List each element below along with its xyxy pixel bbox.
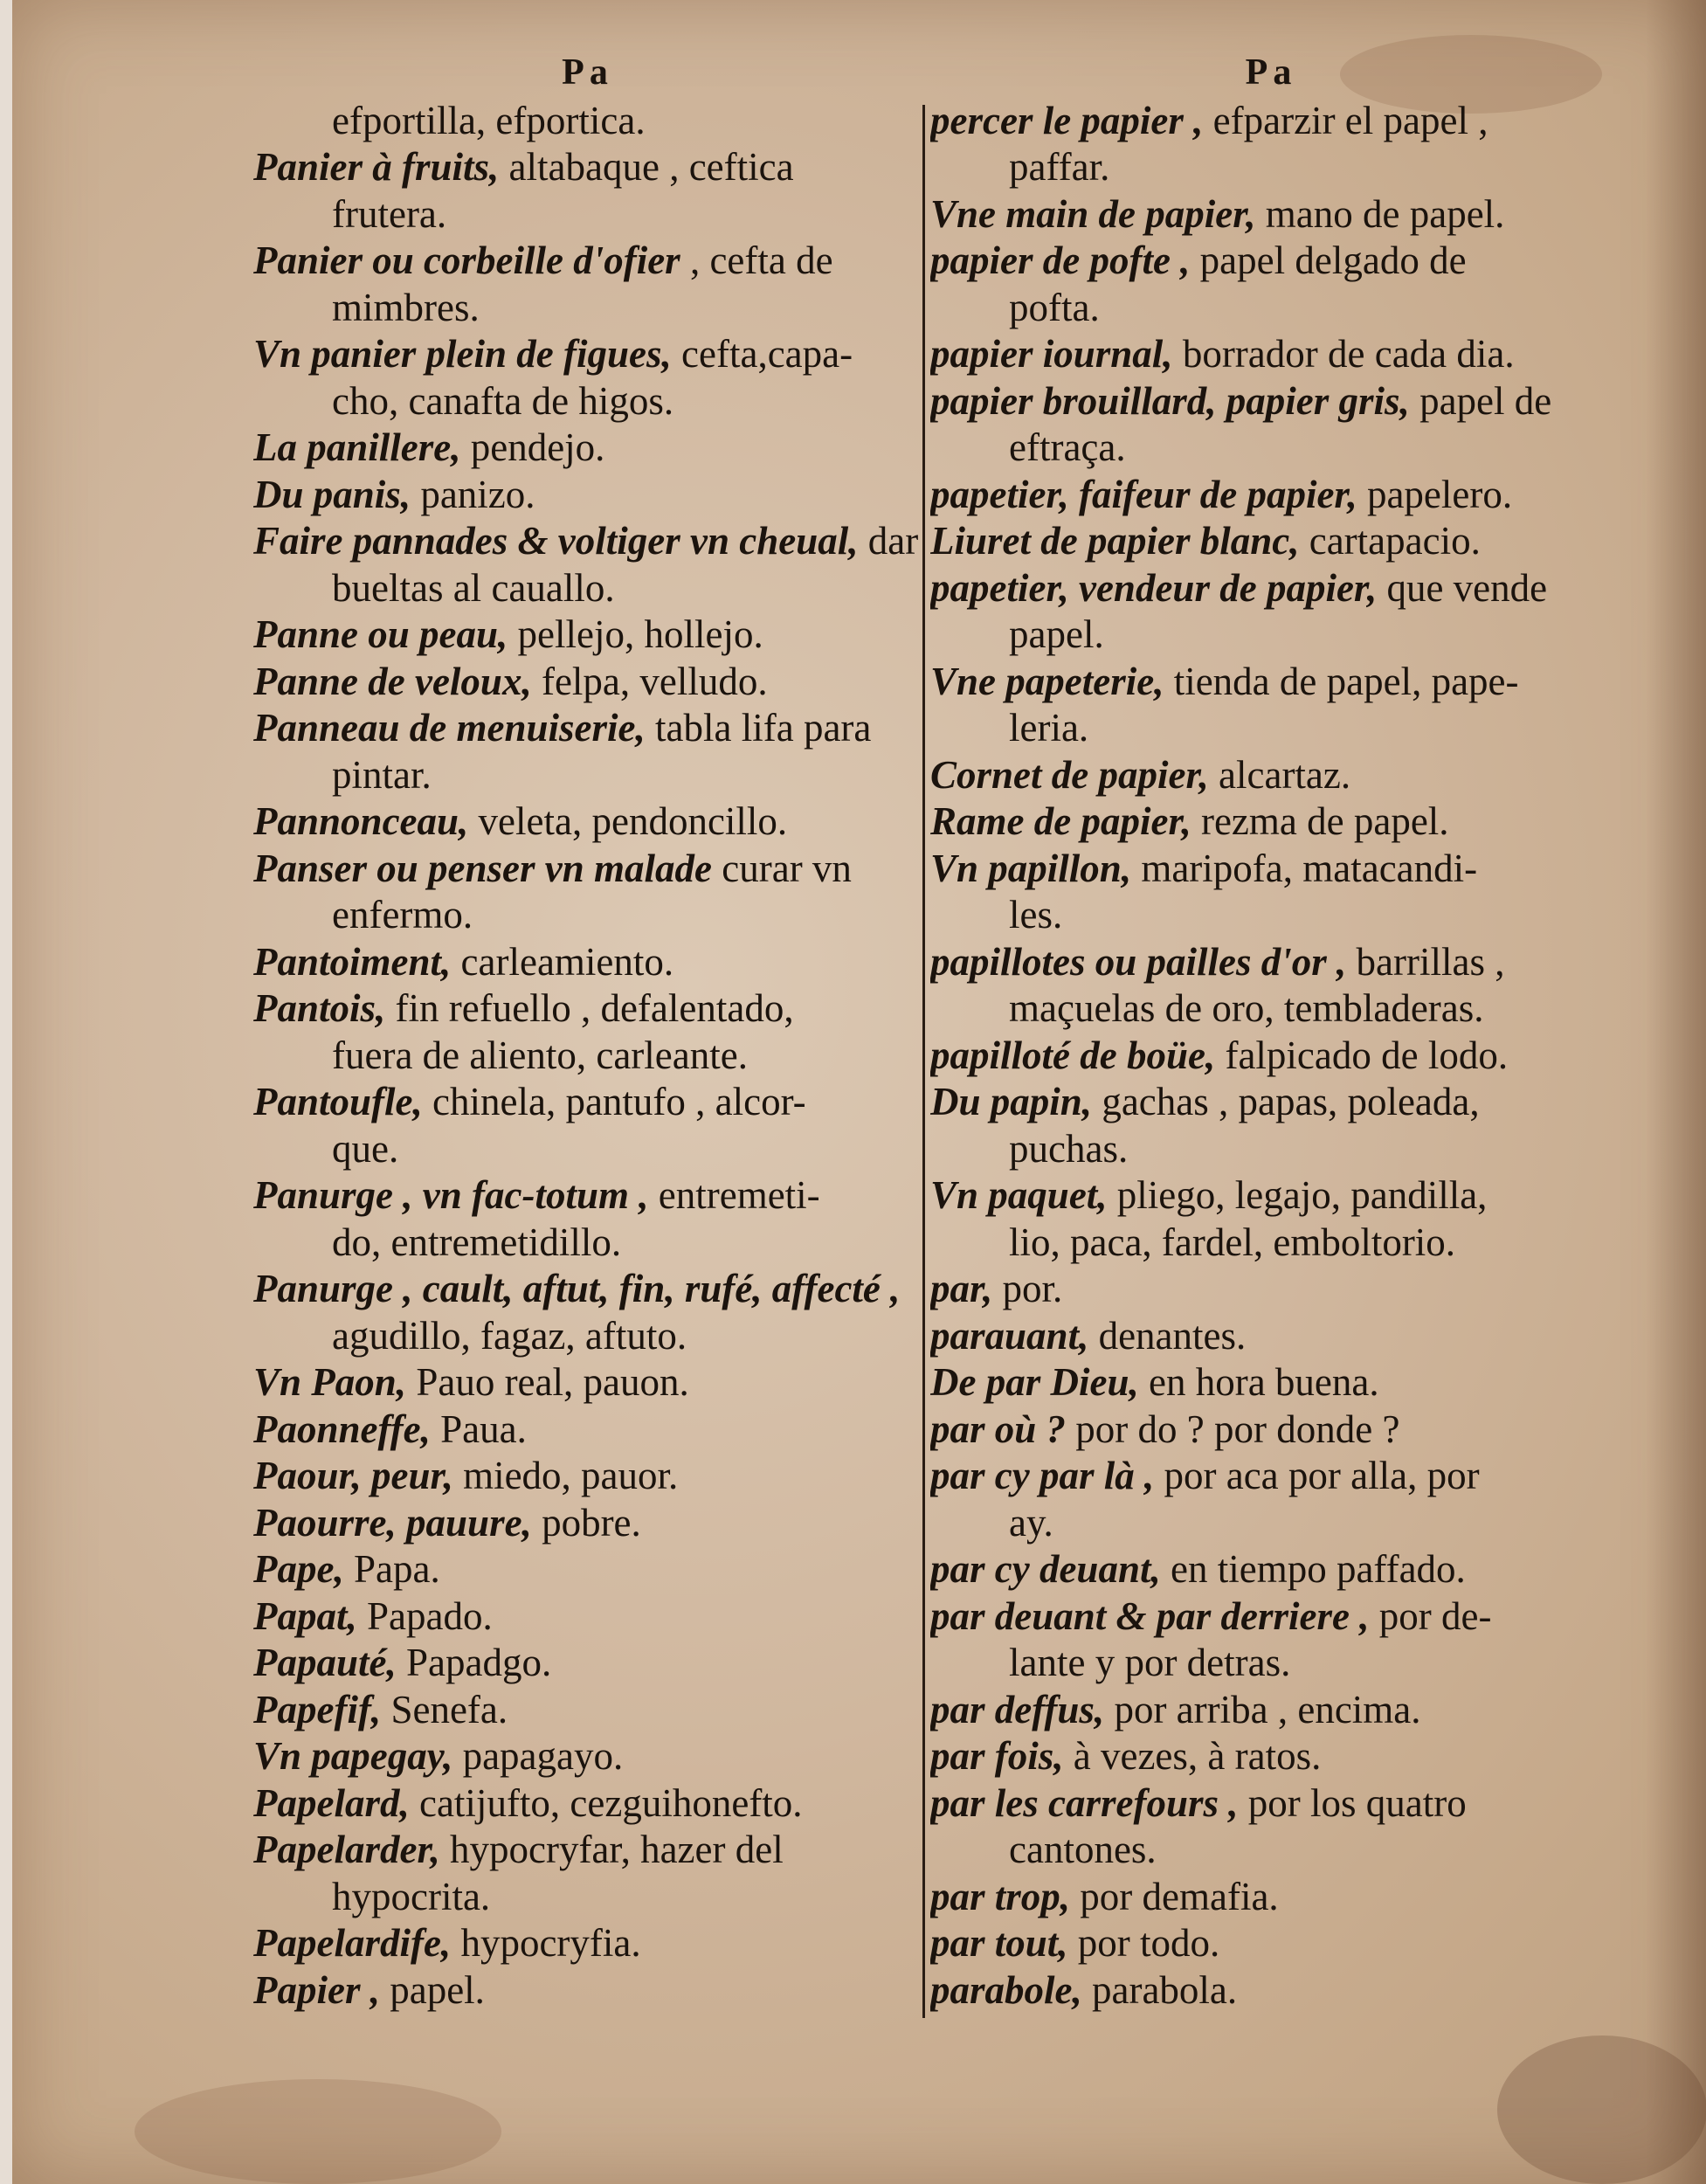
spanish-translation: dar: [858, 519, 919, 563]
dictionary-entry: [930, 846, 1612, 893]
spanish-translation: cartapacio.: [1299, 519, 1481, 563]
dictionary-entry: [930, 1920, 1612, 1967]
entry-continuation: [253, 1033, 922, 1080]
spine-shadow: [1646, 0, 1706, 2184]
spanish-translation: puchas.: [1009, 1126, 1129, 1171]
dictionary-entry: [253, 1453, 922, 1500]
spanish-translation: eftraça.: [1009, 425, 1126, 469]
spanish-translation: cho, canafta de higos.: [332, 378, 674, 423]
spanish-translation: catijufto, cezguihonefto.: [409, 1780, 803, 1825]
french-headword: par cy par là ,: [930, 1454, 1155, 1497]
spanish-translation: efportilla, efportica.: [332, 98, 646, 142]
spanish-translation: pintar.: [332, 752, 432, 797]
entry-continuation: [253, 98, 922, 145]
right-header: Pa: [1245, 52, 1297, 93]
spanish-translation: hypocryfia.: [451, 1921, 641, 1965]
french-headword: Cornet de papier,: [930, 752, 1209, 797]
french-headword: Panier à fruits,: [253, 145, 500, 189]
french-headword: Du papin,: [930, 1080, 1093, 1123]
spanish-translation: maripofa, matacandi-: [1131, 846, 1478, 890]
dictionary-entry: [253, 1733, 922, 1780]
french-headword: papetier, faifeur de papier,: [930, 472, 1357, 516]
spanish-translation: cantones.: [1009, 1828, 1157, 1871]
dictionary-entry: [253, 985, 922, 1033]
dictionary-entry: [930, 1967, 1612, 2015]
french-headword: parabole,: [930, 1967, 1082, 2012]
spanish-translation: que.: [332, 1126, 399, 1171]
french-headword: papillotes ou pailles d'or ,: [930, 939, 1347, 984]
entry-continuation: [253, 1874, 922, 1921]
spanish-translation: barrillas ,: [1346, 939, 1505, 984]
spanish-translation: pofta.: [1009, 285, 1100, 329]
entry-continuation: [930, 892, 1612, 939]
french-headword: par deuant & par derriere ,: [930, 1593, 1370, 1638]
spanish-translation: lante y por detras.: [1009, 1641, 1291, 1684]
spanish-translation: do, entremetidillo.: [332, 1220, 622, 1264]
spanish-translation: frutera.: [332, 191, 447, 236]
french-headword: parauant,: [930, 1313, 1089, 1358]
french-headword: Papelarder,: [253, 1828, 440, 1871]
spanish-translation: papel.: [379, 1967, 485, 2012]
spanish-translation: papel delgado de: [1190, 238, 1467, 282]
entry-continuation: [930, 705, 1612, 752]
entry-continuation: [930, 425, 1612, 472]
spanish-translation: fin refuello , defalentado,: [385, 986, 794, 1030]
spanish-translation: maçuelas de oro, tembladeras.: [1009, 986, 1484, 1030]
french-headword: Papelardife,: [253, 1921, 452, 1965]
dictionary-entry: [253, 1780, 922, 1828]
dictionary-entry: [253, 518, 922, 565]
spanish-translation: les.: [1009, 893, 1063, 936]
dictionary-entry: [930, 939, 1612, 986]
spanish-translation: falpicado de lodo.: [1215, 1033, 1509, 1077]
spanish-translation: borrador de cada dia.: [1172, 332, 1515, 376]
dictionary-entry: [930, 1359, 1612, 1406]
spanish-translation: Papadgo.: [396, 1641, 552, 1684]
entry-continuation: [930, 1126, 1612, 1173]
spanish-translation: Paua.: [430, 1406, 527, 1451]
spanish-translation: à vezes, à ratos.: [1063, 1734, 1322, 1778]
french-headword: percer le papier ,: [930, 98, 1204, 142]
dictionary-entry: [930, 565, 1612, 612]
dictionary-entry: [930, 1406, 1612, 1454]
spanish-translation: enfermo.: [332, 893, 473, 936]
french-headword: papier de pofte ,: [930, 238, 1191, 282]
dictionary-entry: [930, 472, 1612, 519]
spanish-translation: rezma de papel.: [1191, 799, 1449, 843]
spanish-translation: leria.: [1009, 706, 1089, 750]
french-headword: par trop,: [930, 1874, 1071, 1918]
dictionary-entry: [253, 1266, 922, 1313]
spanish-translation: lio, paca, fardel, emboltorio.: [1009, 1220, 1456, 1264]
dictionary-entry: [930, 1033, 1612, 1080]
dictionary-entry: [253, 331, 922, 378]
spanish-translation: papagayo.: [452, 1734, 624, 1778]
dictionary-entry: [930, 798, 1612, 846]
spanish-translation: agudillo, fagaz, aftuto.: [332, 1313, 687, 1358]
left-column: [253, 51, 922, 2014]
dictionary-entry: [930, 752, 1612, 799]
dictionary-entry: [253, 1687, 922, 1734]
spanish-translation: por arriba , encima.: [1104, 1687, 1421, 1731]
dictionary-entry: [253, 659, 922, 706]
spanish-translation: miedo, pauor.: [452, 1454, 679, 1497]
spanish-translation: panizo.: [411, 472, 535, 516]
column-rule: [922, 105, 925, 2018]
spanish-translation: por aca por alla, por: [1154, 1454, 1480, 1497]
french-headword: Vn panier plein de figues,: [253, 332, 672, 376]
spanish-translation: pellejo, hollejo.: [508, 612, 763, 656]
french-headword: Pantoufle,: [253, 1080, 423, 1123]
dictionary-entry: [253, 1359, 922, 1406]
dictionary-entry: [253, 846, 922, 893]
french-headword: par deffus,: [930, 1687, 1105, 1731]
spanish-translation: tienda de papel, pape-: [1164, 659, 1519, 703]
french-headword: Vn Paon,: [253, 1360, 407, 1404]
dictionary-entry: [253, 1920, 922, 1967]
spanish-translation: efparzir el papel ,: [1203, 98, 1488, 142]
french-headword: Liuret de papier blanc,: [930, 519, 1300, 563]
dictionary-entry: [930, 378, 1612, 425]
french-headword: Panneau de menuiserie,: [253, 706, 646, 750]
french-headword: Pantois,: [253, 986, 386, 1030]
dictionary-entry: [253, 1593, 922, 1641]
french-headword: Vn papillon,: [930, 846, 1132, 890]
spanish-translation: papel de: [1409, 378, 1552, 423]
spanish-translation: mimbres.: [332, 285, 480, 329]
french-headword: Faire pannades & voltiger vn cheual,: [253, 519, 859, 563]
dictionary-entry: [253, 1172, 922, 1220]
spanish-translation: parabola.: [1081, 1967, 1238, 2012]
left-header: Pa: [562, 52, 613, 93]
dictionary-entry: [253, 425, 922, 472]
spanish-translation: Pauo real, pauon.: [406, 1360, 689, 1404]
entry-continuation: [930, 1220, 1612, 1267]
entry-continuation: [253, 191, 922, 238]
dictionary-entry: [253, 1640, 922, 1687]
entry-continuation: [930, 285, 1612, 332]
spanish-translation: veleta, pendoncillo.: [468, 799, 788, 843]
dictionary-entry: [253, 612, 922, 659]
left-entries: [253, 98, 922, 2015]
dictionary-entry: [253, 1079, 922, 1126]
spanish-translation: papel.: [1009, 612, 1104, 656]
french-headword: Rame de papier,: [930, 799, 1191, 843]
french-headword: par cy deuant,: [930, 1547, 1161, 1591]
spanish-translation: pliego, legajo, pandilla,: [1107, 1173, 1488, 1217]
spanish-translation: tabla lifa para: [645, 706, 872, 750]
spanish-translation: ay.: [1009, 1500, 1053, 1545]
dictionary-entry: [930, 98, 1612, 145]
spanish-translation: pobre.: [531, 1500, 641, 1545]
french-headword: par où ?: [930, 1406, 1067, 1451]
spanish-translation: hypocryfar, hazer del: [439, 1828, 784, 1871]
spanish-translation: hypocrita.: [332, 1874, 491, 1918]
dictionary-entry: [253, 1546, 922, 1593]
french-headword: Pape,: [253, 1547, 344, 1591]
dictionary-entry: [930, 1172, 1612, 1220]
dictionary-entry: [253, 1500, 922, 1547]
dictionary-entry: [930, 1733, 1612, 1780]
spanish-translation: felpa, velludo.: [531, 659, 768, 703]
french-headword: Paour, peur,: [253, 1454, 453, 1497]
spanish-translation: denantes.: [1088, 1313, 1247, 1358]
spanish-translation: pendejo.: [460, 425, 605, 469]
dictionary-entry: [930, 1593, 1612, 1641]
spanish-translation: entremeti-: [648, 1173, 820, 1217]
french-headword: Vn paquet,: [930, 1173, 1108, 1217]
spanish-translation: papelero.: [1357, 472, 1513, 516]
french-headword: par fois,: [930, 1734, 1064, 1778]
spanish-translation: altabaque , ceftica: [499, 145, 794, 189]
dictionary-entry: [930, 1266, 1612, 1313]
dictionary-entry: [253, 144, 922, 191]
dictionary-entry: [930, 1687, 1612, 1734]
entry-continuation: [930, 612, 1612, 659]
entry-continuation: [930, 1500, 1612, 1547]
dictionary-entry: [930, 331, 1612, 378]
spanish-translation: , cefta de: [680, 238, 833, 282]
dictionary-entry: [253, 939, 922, 986]
french-headword: Panurge , cault, aftut, fin, rufé, affecté ,: [253, 1267, 901, 1310]
spanish-translation: en tiempo paffado.: [1160, 1547, 1466, 1591]
dictionary-entry: [930, 659, 1612, 706]
spanish-translation: por los quatro: [1238, 1780, 1467, 1825]
spanish-translation: por de-: [1369, 1593, 1492, 1638]
entry-continuation: [253, 378, 922, 425]
paper-stain: [135, 2079, 501, 2184]
french-headword: De par Dieu,: [930, 1360, 1139, 1404]
french-headword: Du panis,: [253, 472, 411, 516]
french-headword: Paonneffe,: [253, 1406, 431, 1451]
french-headword: Vne main de papier,: [930, 191, 1256, 236]
spanish-translation: Papa.: [343, 1547, 440, 1591]
french-headword: papier brouillard, papier gris,: [930, 378, 1410, 423]
spanish-translation: Senefa.: [381, 1687, 508, 1731]
spanish-translation: por todo.: [1067, 1921, 1220, 1965]
spanish-translation: gachas , papas, poleada,: [1092, 1080, 1480, 1123]
french-headword: papier iournal,: [930, 332, 1173, 376]
spanish-translation: fuera de aliento, carleante.: [332, 1033, 748, 1077]
dictionary-entry: [930, 1313, 1612, 1360]
french-headword: Vn papegay,: [253, 1734, 453, 1778]
french-headword: La panillere,: [253, 425, 461, 469]
right-entries: [930, 98, 1612, 2015]
dictionary-entry: [930, 1780, 1612, 1828]
dictionary-entry: [930, 1079, 1612, 1126]
french-headword: Papat,: [253, 1593, 357, 1638]
entry-continuation: [930, 1827, 1612, 1874]
dictionary-entry: [930, 191, 1612, 238]
entry-continuation: [253, 752, 922, 799]
spanish-translation: por do ? por donde ?: [1066, 1406, 1400, 1451]
dictionary-entry: [930, 518, 1612, 565]
french-headword: Panne ou peau,: [253, 612, 508, 656]
entry-continuation: [930, 1640, 1612, 1687]
spanish-translation: mano de papel.: [1255, 191, 1505, 236]
entry-continuation: [253, 285, 922, 332]
french-headword: Vne papeterie,: [930, 659, 1164, 703]
french-headword: par tout,: [930, 1921, 1068, 1965]
dictionary-entry: [930, 1453, 1612, 1500]
french-headword: Paourre, pauure,: [253, 1500, 532, 1545]
french-headword: Papauté,: [253, 1641, 397, 1684]
entry-continuation: [253, 1220, 922, 1267]
french-headword: Papier ,: [253, 1967, 380, 2012]
french-headword: Papefif,: [253, 1687, 382, 1731]
spanish-translation: carleamiento.: [451, 939, 674, 984]
spanish-translation: alcartaz.: [1208, 752, 1351, 797]
dictionary-entry: [930, 238, 1612, 285]
french-headword: par les carrefours ,: [930, 1780, 1239, 1825]
spanish-translation: por.: [992, 1267, 1063, 1310]
dictionary-entry: [930, 1546, 1612, 1593]
entry-continuation: [253, 892, 922, 939]
dictionary-entry: [253, 705, 922, 752]
dictionary-entry: [253, 1967, 922, 2015]
french-headword: par,: [930, 1267, 993, 1310]
french-headword: Pantoiment,: [253, 939, 452, 984]
dictionary-entry: [930, 1874, 1612, 1921]
spanish-translation: paffar.: [1009, 145, 1110, 189]
entry-continuation: [253, 565, 922, 612]
spanish-translation: por demafia.: [1070, 1874, 1279, 1918]
french-headword: Panurge , vn fac-totum ,: [253, 1173, 649, 1217]
french-headword: Pannonceau,: [253, 799, 469, 843]
spanish-translation: chinela, pantufo , alcor-: [422, 1080, 806, 1123]
dictionary-entry: [253, 1827, 922, 1874]
french-headword: papetier, vendeur de papier,: [930, 565, 1378, 610]
entry-continuation: [930, 144, 1612, 191]
entry-continuation: [253, 1313, 922, 1360]
dictionary-entry: [253, 472, 922, 519]
french-headword: Panne de veloux,: [253, 659, 532, 703]
right-column: [930, 51, 1612, 2014]
spanish-translation: bueltas al cauallo.: [332, 565, 615, 610]
french-headword: Papelard,: [253, 1780, 410, 1825]
dictionary-entry: [253, 238, 922, 285]
french-headword: Panser ou penser vn malade: [253, 846, 713, 890]
spanish-translation: curar vn: [712, 846, 852, 890]
entry-continuation: [253, 1126, 922, 1173]
entry-continuation: [930, 985, 1612, 1033]
dictionary-entry: [253, 1406, 922, 1454]
spanish-translation: cefta,capa-: [671, 332, 853, 376]
spanish-translation: que vende: [1377, 565, 1548, 610]
french-headword: Panier ou corbeille d'ofier: [253, 238, 680, 282]
french-headword: papilloté de boüe,: [930, 1033, 1216, 1077]
spanish-translation: Papado.: [356, 1593, 493, 1638]
spanish-translation: en hora buena.: [1138, 1360, 1379, 1404]
dictionary-entry: [253, 798, 922, 846]
